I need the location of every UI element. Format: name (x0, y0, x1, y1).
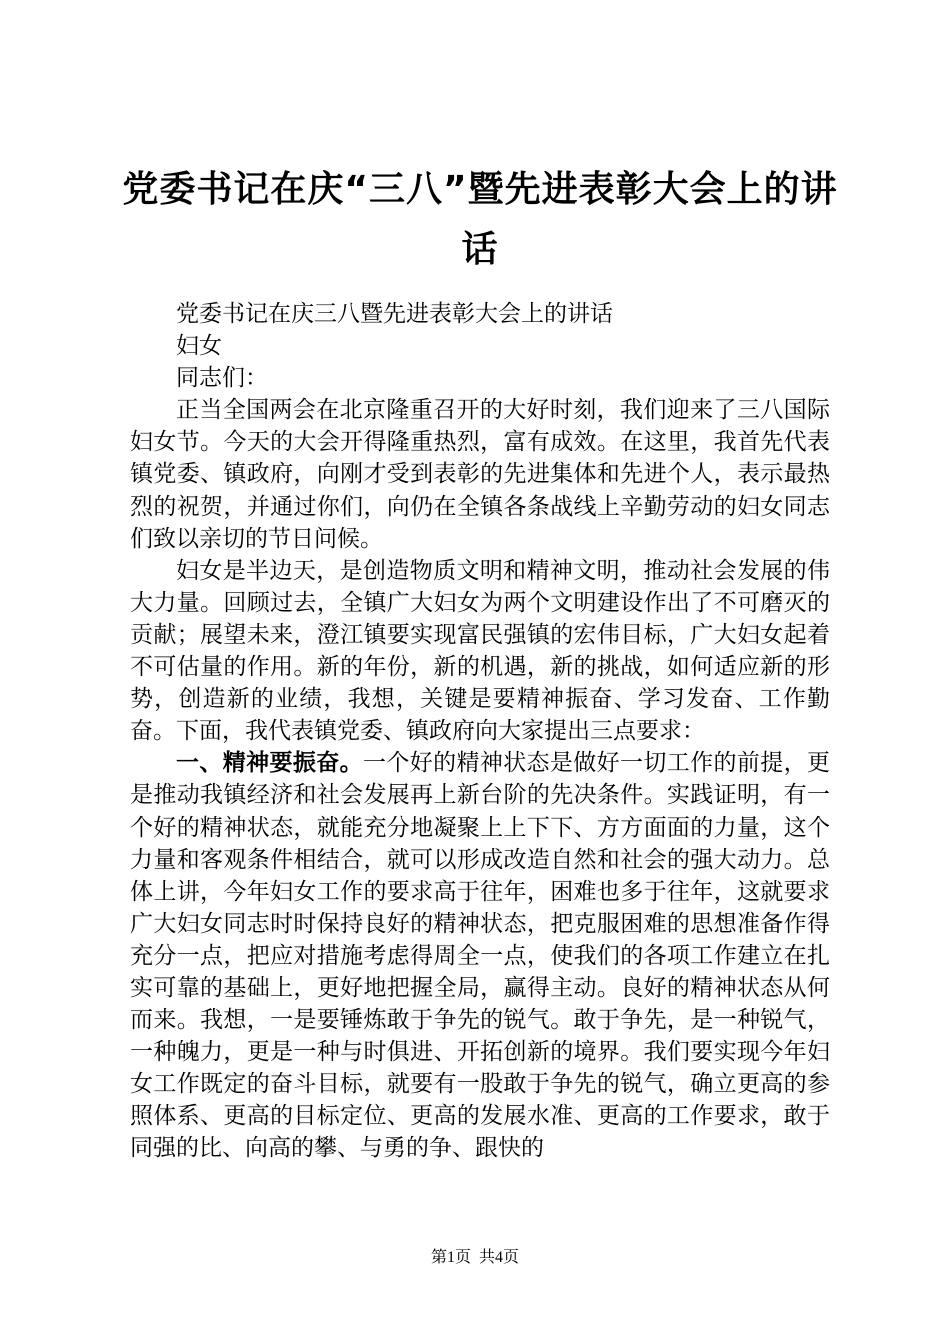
salutation: 同志们： (176, 365, 268, 392)
section-1-paragraph (130, 747, 830, 1164)
paragraph-1: 正当全国两会在北京隆重召开的大好时刻，我们迎来了三八国际妇女节。今天的大会开得隆重热烈，富有成效。在这里，我首先代表镇党委、镇政府，向刚才受到表彰的先进集体和先进个人，表示最热烈的祝贺，并通过你们，向仍在全镇各条战线上辛勤劳动的妇女同志们致以亲切的节日问候。 (130, 397, 830, 552)
page-number: 第1页 (430, 1249, 471, 1266)
document-body (130, 298, 830, 1165)
page-footer (0, 1244, 950, 1267)
document-subtitle: 党委书记在庆三八暨先进表彰大会上的讲话 (176, 301, 613, 327)
document-title: 党委书记在庆“三八”暨先进表彰大会上的讲话 (122, 169, 838, 270)
line-women: 妇女 (176, 333, 222, 360)
paragraph-2: 妇女是半边天，是创造物质文明和精神文明，推动社会发展的伟大力量。回顾过去，全镇广大妇女为两个文明建设作出了不可磨灭的贡献；展望未来，澄江镇要实现富民强镇的宏伟目标，广大妇女起着不可估量的作用。新的年份，新的机遇，新的挑战，如何适应新的形势，创造新的业绩，我想，关键是要精神振奋、学习发奋、工作勤奋。下面，我代表镇党委、镇政府向大家提出三点要求： (130, 557, 830, 745)
section-1-text: 一个好的精神状态是做好一切工作的前提，更是推动我镇经济和社会发展再上新台阶的先决条件。实践证明，有一个好的精神状态，就能充分地凝聚上上下下、方方面面的力量，这个力量和客观条件相结合，就可以形成改造自然和社会的强大动力。总体上讲，今年妇女工作的要求高于往年，困难也多于往年，这就要求广大妇女同志时时保持良好的精神状态，把克服困难的思想准备作得充分一点，把应对措施考虑得周全一点，使我们的各项工作建立在扎实可靠的基础上，更好地把握全局，赢得主动。良好的精神状态从何而来。我想，一是要锤炼敢于争先的锐气。敢于争先，是一种锐气，一种魄力，更是一种与时俱进、开拓创新的境界。我们要实现今年妇女工作既定的奋斗目标，就要有一股敢于争先的锐气，确立更高的参照体系、更高的目标定位、更高的发展水准、更高的工作要求，敢于同强的比、向高的攀、与勇的争、跟快的 (130, 750, 831, 1162)
page-total: 共4页 (479, 1249, 520, 1266)
section-1-heading: 一、精神要振奋。 (176, 750, 363, 777)
